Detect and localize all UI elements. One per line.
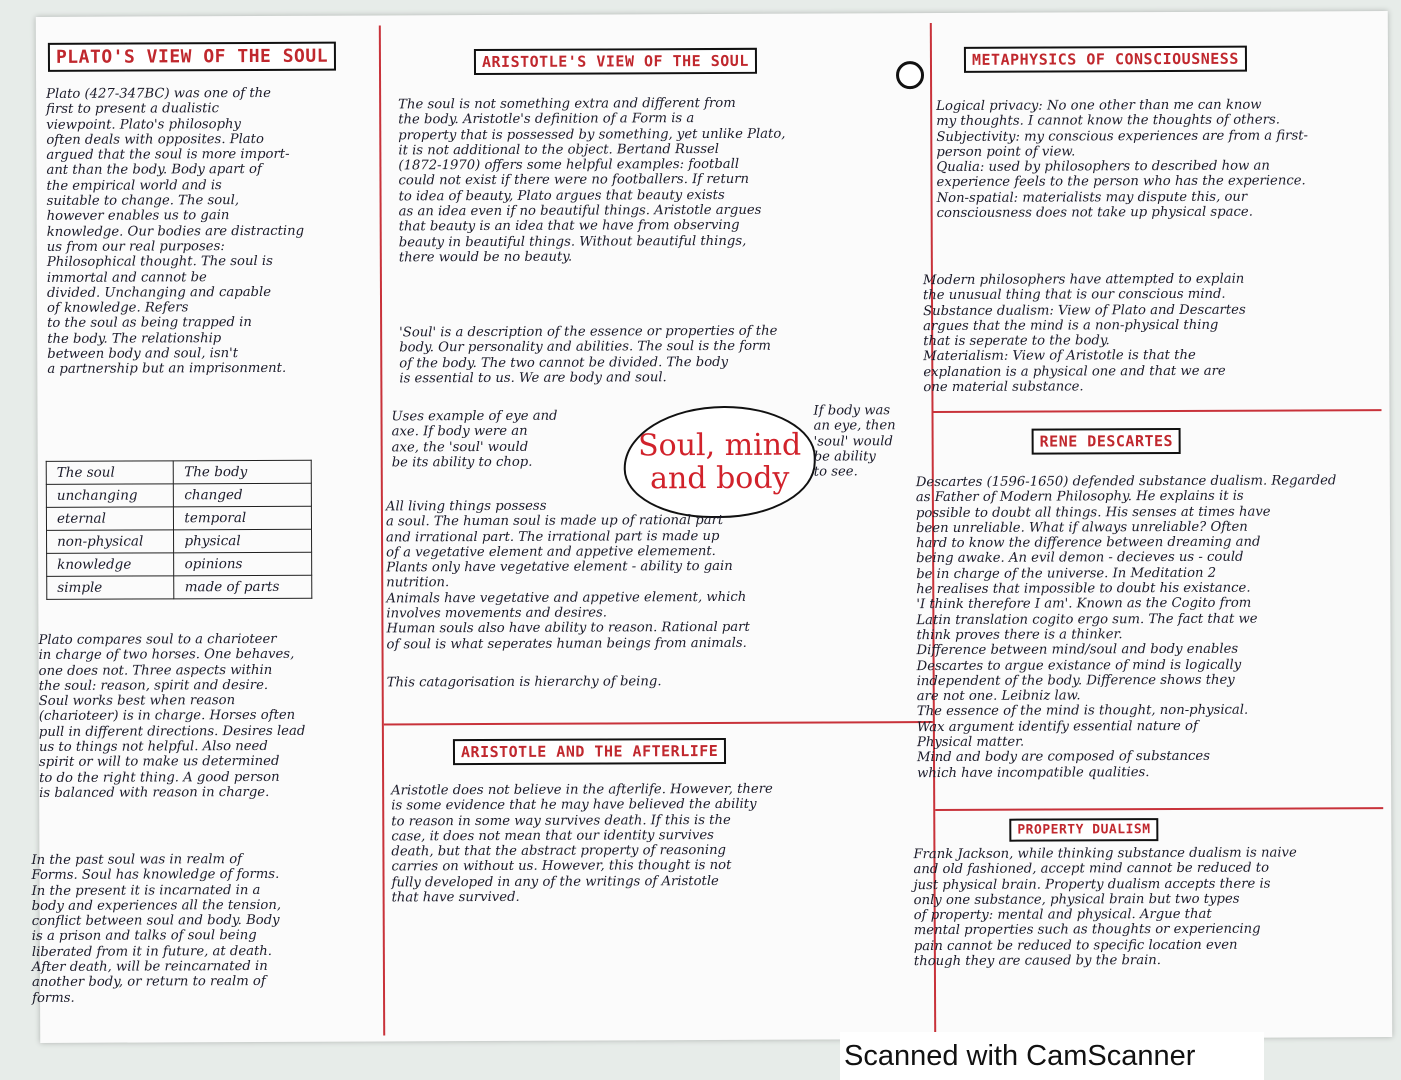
aristotle-eye-right: If body was an eye, then 'soul' would be ability to see.: [813, 403, 896, 480]
table-header-row: [46, 460, 311, 484]
metaphysics-modern: Modern philosophers have attempted to explain the unusual thing that is our conscious mind. Substance dualism: View of Plato and Descartes argues that the mind is a non-physical thing that is seperate to the body. Materialism: View of Aristotle is that the explanation is a physical one and that we are one material substance.: [922, 271, 1246, 396]
afterlife-text: Aristotle does not believe in the afterlife. However, there is some evidence that he may have believed the ability to reason in some way survives death. If this is the case, it does not mean that our identity survives death, but that the abstract property of reasoning carries on without us. However, this thought is not fully developed in any of the writings of Aristotle that have survived.: [391, 781, 773, 906]
section-divider-descartes: [933, 409, 1381, 413]
table-row: [47, 575, 312, 599]
plato-forms: In the past soul was in realm of Forms. Soul has knowledge of forms. In the present it is incarnated in a body and experiences all the tension, conflict between soul and body. Body is a prison and talks of soul being liberated from it in future, at death. After death, will be reincarnated in another body, or return to realm of forms.: [31, 852, 282, 1006]
table-cell: simple: [47, 576, 175, 600]
aristotle-eye-left: Uses example of eye and axe. If body were an axe, the 'soul' would be its ability to chop.: [391, 408, 558, 471]
aristotle-p4: This catagorisation is hierarchy of being.: [386, 674, 662, 691]
table-header-body: The body: [174, 460, 312, 484]
column-divider-1: [379, 25, 385, 1035]
aristotle-p1: The soul is not something extra and different from the body. Aristotle's definition of a Form is a property that is possessed by something, yet unlike Plato, it is not additional to the object. Bertand Russel (1872-1970) offers some helpful examples: football could not exist if there were no footballers. If return to idea of beauty, Plato argues that beauty exists as an idea even if no beautiful things. Aristotle argues that beauty is an idea that we have from observing beauty in beautiful things. Without beautiful things, there would be no beauty.: [398, 95, 786, 266]
cloud-line-1: Soul, mind: [637, 427, 802, 464]
camscanner-watermark: Scanned with CamScanner: [840, 1032, 1264, 1080]
soul-body-table: [46, 460, 313, 600]
section-divider-afterlife: [384, 721, 933, 725]
table-cell: opinions: [174, 552, 312, 576]
table-row: [47, 552, 312, 576]
revision-sheet: [31, 11, 1392, 1043]
punch-hole: [896, 61, 924, 89]
aristotle-p2: 'Soul' is a description of the essence or properties of the body. Our personality and abilities. The soul is the form of the body. The two cannot be divided. The body is essential to us. We are body and soul.: [399, 323, 778, 387]
aristotle-title: ARISTOTLE'S VIEW OF THE SOUL: [474, 48, 757, 75]
property-dualism-title: PROPERTY DUALISM: [1009, 818, 1158, 842]
table-row: [46, 483, 311, 507]
plato-charioteer: Plato compares soul to a charioteer in charge of two horses. One behaves, one does not. Three aspects within the soul: reason, spirit and desire. Soul works best when reason (charioteer) is in charge. Horses often pull in different directions. Desires lead us to things not helpful. Also need spirit or will to make us determined to do the right thing. A good person is balanced with reason in charge.: [38, 631, 306, 801]
metaphysics-title: METAPHYSICS OF CONSCIOUSNESS: [964, 46, 1247, 73]
table-row: [47, 529, 312, 553]
section-divider-property: [935, 807, 1383, 811]
plato-intro: Plato (427-347BC) was one of the first to present a dualistic viewpoint. Plato's philosophy often deals with opposites. Plato argued that the soul is more import- ant than the body. Body apart of the empirical world and is suitable to change. The soul, however enables us to gain knowledge. Our bodies are distracting us from our real purposes: Philosophical thought. The soul is immortal and cannot be divided. Unchanging and capable of knowledge. Refers to the soul as being trapped in the body. The relationship between body and soul, isn't a partnership but an imprisonment.: [46, 85, 305, 378]
aristotle-p3: All living things possess a soul. The human soul is made up of rational part and irrational part. The irrational part is made up of a vegetative element and appetive elemement. Plants only have vegetative element - ability to gain nutrition. Animals have vegetative and appetive element, which involves movements and desires. Human souls also have ability to reason. Rational part of soul is what seperates human beings from animals.: [385, 498, 750, 653]
metaphysics-defs: Logical privacy: No one other than me can know my thoughts. I cannot know the thoughts of others. Subjectivity: my conscious experiences are from a first- person point of view. Qualia: used by philosophers to described how an experience feels to the person who has the experience. Non-spatial: materialists may dispute this, our consciousness does not take up physical space.: [936, 97, 1309, 222]
table-cell: physical: [174, 529, 312, 553]
table-cell: knowledge: [47, 553, 175, 577]
plato-title: PLATO'S VIEW OF THE SOUL: [48, 42, 336, 72]
table-row: [46, 506, 311, 530]
afterlife-title: ARISTOTLE AND THE AFTERLIFE: [453, 738, 726, 765]
table-cell: made of parts: [174, 575, 312, 599]
property-dualism-text: Frank Jackson, while thinking substance dualism is naive and old fashioned, accept mind cannot be reduced to just physical brain. Property dualism accepts there is only one substance, physical brain but two types of property: mental and physical. Argue that mental properties such as thoughts or experiencing pain cannot be reduced to specific location even though they are caused by the brain.: [913, 845, 1297, 970]
table-cell: eternal: [46, 507, 174, 531]
table-cell: unchanging: [46, 484, 174, 508]
descartes-text: Descartes (1596-1650) defended substance dualism. Regarded as Father of Modern Philosophy. He explains it is possible to doubt all things. His senses at times have been unreliable. What if always unreliable? Often hard to know the difference between dreaming and being awake. An evil demon - decieves us - could be in charge of the universe. In Meditation 2 he realises that impossible to doubt his existance. 'I think therefore I am'. Known as the Cogito from Latin translation cogito ergo sum. The fact that we think proves there is a thinker. Difference between mind/soul and body enables Descartes to argue existance of mind is logically independent of the body. Difference shows they are not one. Leibniz law. The essence of the mind is thought, non-physical. Wax argument identify essential nature of Physical matter. Mind and body are composed of substances which have incompatible qualities.: [915, 473, 1337, 781]
table-cell: temporal: [174, 506, 312, 530]
table-cell: non-physical: [47, 530, 175, 554]
table-header-soul: The soul: [46, 461, 174, 485]
cloud-line-2: and body: [650, 460, 790, 497]
table-cell: changed: [174, 483, 312, 507]
descartes-title: RENE DESCARTES: [1032, 428, 1182, 455]
